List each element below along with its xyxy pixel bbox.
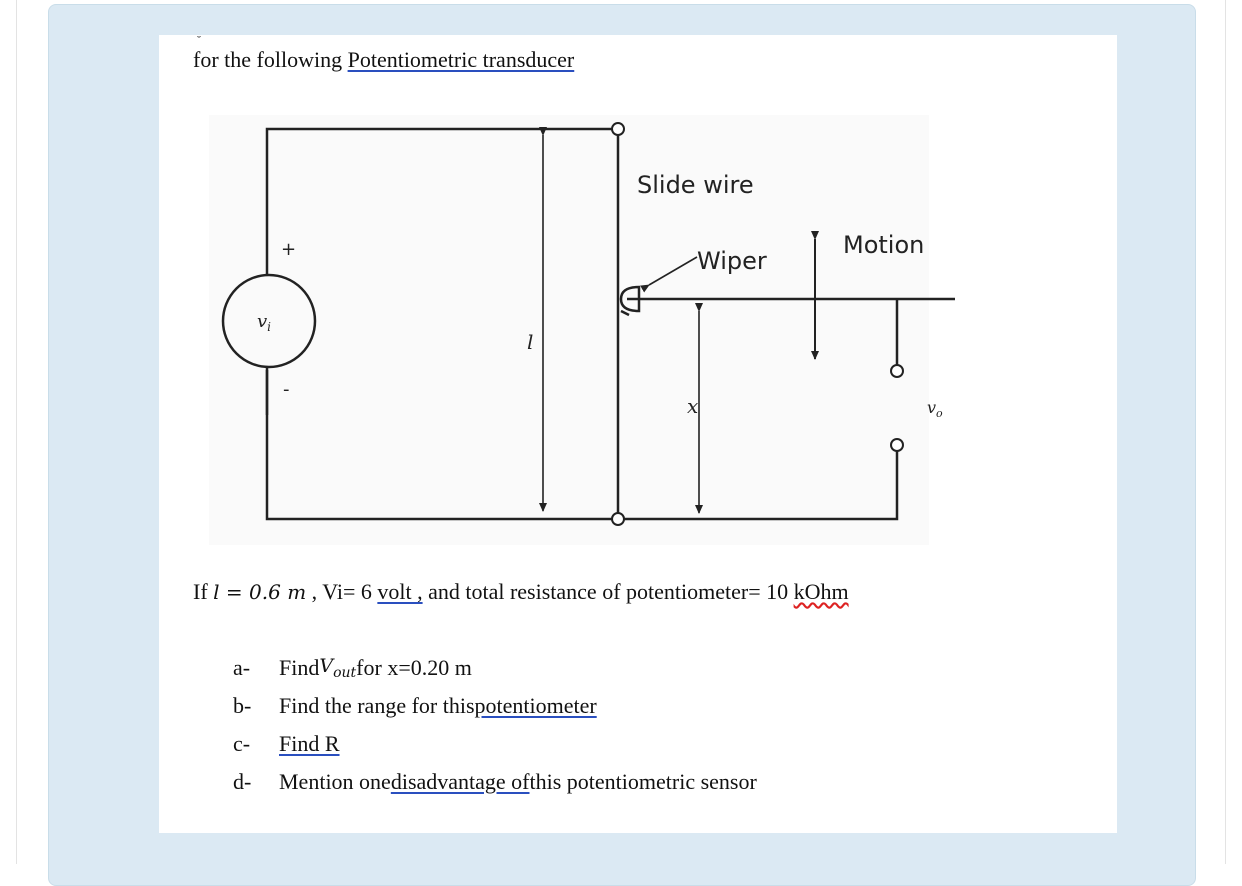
question-c bbox=[233, 725, 757, 763]
wiper-label: Wiper bbox=[697, 247, 767, 275]
plus-label: + bbox=[281, 239, 297, 260]
slide-wire-label: Slide wire bbox=[637, 171, 754, 199]
cropped-mark: ˘ bbox=[197, 33, 201, 47]
question-text: Mention one bbox=[279, 769, 391, 794]
question-underlined: disadvantage of bbox=[390, 769, 530, 794]
question-b bbox=[233, 687, 757, 725]
source-subscript: i bbox=[267, 320, 272, 334]
output-subscript: o bbox=[936, 407, 943, 420]
given-length-math: l = 0.6 m bbox=[213, 580, 307, 604]
question-label: b- bbox=[233, 693, 252, 718]
motion-label: Motion bbox=[843, 231, 925, 259]
left-divider bbox=[16, 0, 17, 864]
length-label: l bbox=[527, 330, 534, 354]
question-text: Find the range for this bbox=[279, 693, 475, 718]
question-label: a- bbox=[233, 655, 251, 680]
right-divider bbox=[1225, 0, 1226, 864]
bottom-terminal bbox=[612, 513, 624, 525]
source-label bbox=[257, 311, 271, 334]
given-part2: , Vi= 6 bbox=[306, 579, 378, 604]
question-underlined: potentiometer bbox=[474, 693, 597, 718]
left-wire-lower bbox=[267, 370, 614, 519]
question-text-after: this potentiometric sensor bbox=[529, 769, 757, 794]
minus-label: - bbox=[283, 379, 290, 400]
intro-link: Potentiometric transducer bbox=[347, 47, 575, 72]
question-underlined: Find R bbox=[279, 731, 340, 756]
given-prefix: If bbox=[193, 579, 214, 604]
question-text: Find bbox=[279, 655, 320, 680]
question-list bbox=[233, 649, 757, 801]
intro-line bbox=[193, 47, 574, 73]
position-label: x bbox=[687, 394, 699, 418]
output-terminal-bottom bbox=[891, 439, 903, 451]
circuit-diagram bbox=[209, 115, 943, 545]
given-part3: and total resistance of potentiometer= 10 bbox=[422, 579, 794, 604]
vout-symbol: $V_{out}$ bbox=[319, 655, 357, 681]
question-d bbox=[233, 763, 757, 801]
output-terminal-top bbox=[891, 365, 903, 377]
intro-text: for the following bbox=[193, 47, 348, 72]
output-label bbox=[927, 398, 943, 420]
top-wire bbox=[267, 129, 614, 181]
top-terminal bbox=[612, 123, 624, 135]
question-label: c- bbox=[233, 731, 251, 756]
question-a bbox=[233, 649, 757, 687]
question-image bbox=[159, 35, 1117, 833]
wiper-pointer bbox=[649, 257, 697, 285]
question-text-after: for x=0.20 m bbox=[356, 655, 472, 680]
source-symbol: v bbox=[257, 311, 268, 332]
question-card bbox=[48, 4, 1196, 886]
given-volt: volt , bbox=[377, 579, 423, 604]
given-values bbox=[193, 579, 849, 605]
output-symbol: v bbox=[927, 398, 937, 417]
given-kohm: kOhm bbox=[793, 579, 849, 604]
question-label: d- bbox=[233, 769, 252, 794]
